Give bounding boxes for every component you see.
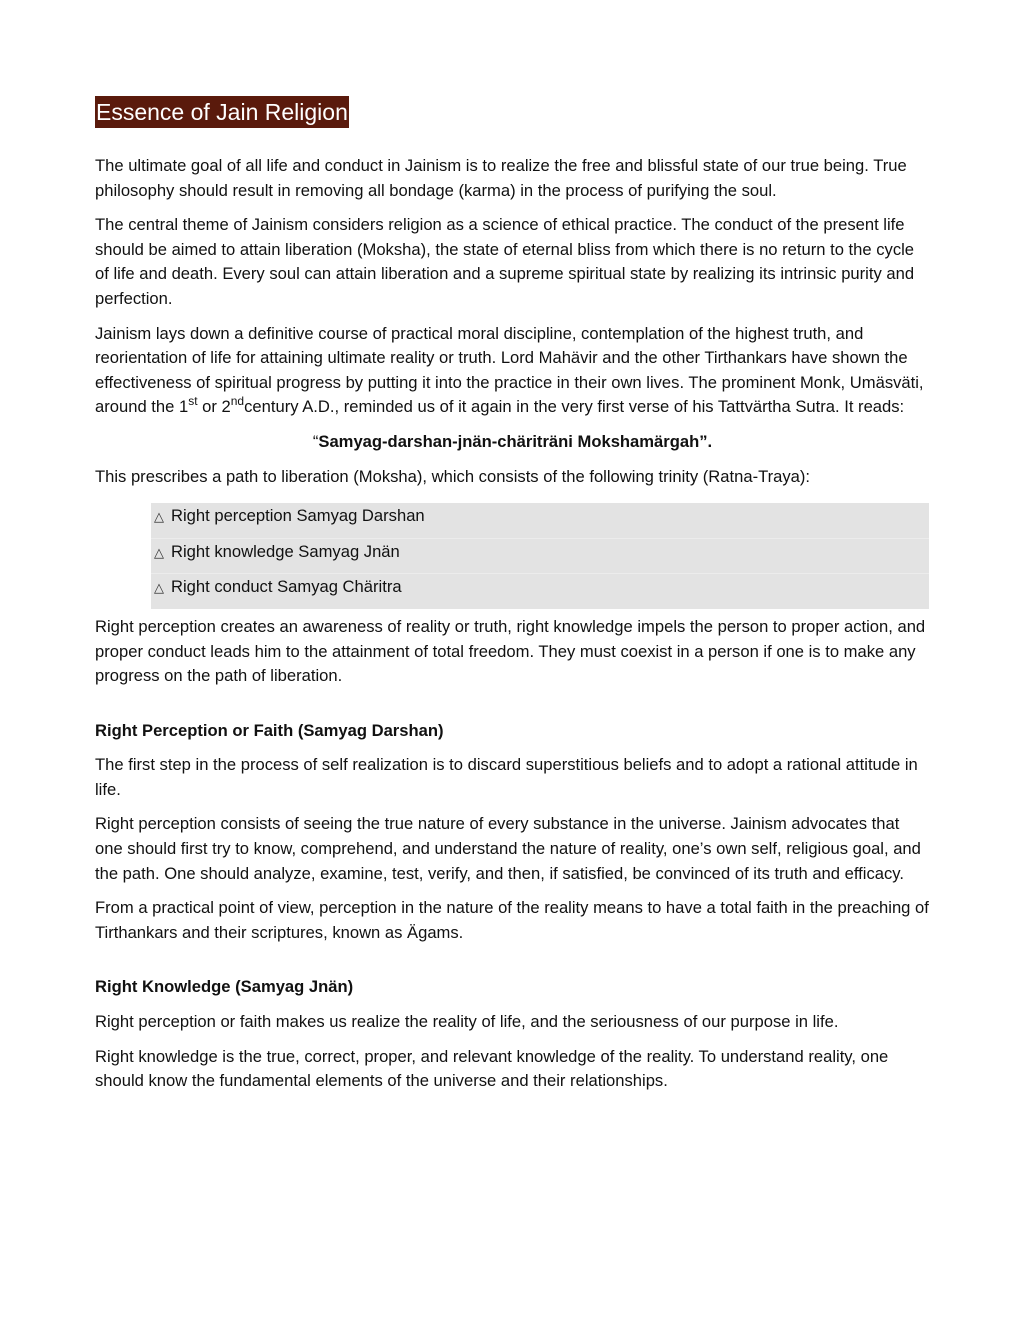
list-item (151, 503, 929, 538)
list-item-label: Right perception Samyag Darshan (171, 506, 425, 526)
trinity-intro-paragraph: This prescribes a path to liberation (Moksha), which consists of the following trinity (Ratna-Traya): (95, 466, 811, 486)
trinity-list (151, 503, 929, 609)
discipline-text-b: or 2 (197, 397, 231, 417)
document-content (95, 96, 930, 1104)
list-item (151, 538, 929, 574)
quote-text: Samyag-darshan-jnän-chäriträni Mokshamärgah”. (318, 431, 713, 451)
discipline-text-a: Jainism lays down a definitive course of practical moral discipline, contemplation of the highest truth, and reorientation of life for attaining ultimate reality or truth. Lord Mahävir and the other Tirthankars have shown the effectiveness of spiritual progress by putting it into the practice in their own lives. The prominent Monk, Umäsväti, around the 1 (95, 323, 924, 417)
section-heading-right-knowledge: Right Knowledge (Samyag Jnän) (95, 977, 354, 997)
perception-paragraph-2: Right perception consists of seeing the true nature of every substance in the universe. Jainism advocates that one should first try to know, comprehend, and understand the nature of reality, one’s own self, religious goal, and the path. One should analyze, examine, test, verify, and then, if satisfied, be convinced of its truth and efficacy. (95, 814, 921, 883)
superscript-st: st (188, 394, 198, 409)
page-title: Essence of Jain Religion (95, 96, 349, 128)
knowledge-paragraph-1: Right perception or faith makes us realize the reality of life, and the seriousness of our purpose in life. (95, 1012, 839, 1032)
triangle-bullet-icon: △ (154, 580, 164, 596)
section-heading-right-perception: Right Perception or Faith (Samyag Darshan) (95, 720, 444, 740)
quote-open-mark: “ (312, 431, 319, 451)
superscript-nd: nd (230, 394, 245, 409)
perception-paragraph-3: From a practical point of view, perception in the nature of the reality means to have a total faith in the preaching of Tirthankars and their scriptures, known as Ägams. (95, 898, 929, 942)
list-item (151, 573, 929, 609)
intro-paragraph: The ultimate goal of all life and conduct in Jainism is to realize the free and blissful state of our true being. True philosophy should result in removing all bondage (karma) in the process of purifying the soul. (95, 156, 907, 200)
discipline-text-c: century A.D., reminded us of it again in the very first verse of his Tattvärtha Sutra. It reads: (244, 397, 905, 417)
list-item-label: Right knowledge Samyag Jnän (171, 541, 400, 561)
discipline-paragraph (95, 322, 930, 420)
coexist-paragraph: Right perception creates an awareness of reality or truth, right knowledge impels the person to proper action, and proper conduct leads him to the attainment of total freedom. They must coexist in a person if one is to make any progress on the path of liberation. (95, 616, 926, 686)
triangle-bullet-icon: △ (154, 544, 164, 560)
list-item-label: Right conduct Samyag Chäritra (171, 577, 402, 597)
perception-paragraph-1: The first step in the process of self realization is to discard superstitious beliefs and to adopt a rational attitude in life. (95, 755, 918, 799)
triangle-bullet-icon: △ (154, 509, 164, 525)
knowledge-paragraph-2: Right knowledge is the true, correct, proper, and relevant knowledge of the reality. To understand reality, one should know the fundamental elements of the universe and their relationships. (95, 1046, 889, 1091)
sutra-quote (95, 430, 930, 455)
central-theme-paragraph: The central theme of Jainism considers religion as a science of ethical practice. The conduct of the present life should be aimed to attain liberation (Moksha), the state of eternal bliss from which there is no return to the cycle of life and death. Every soul can attain liberation and a supreme spiritual state by realizing its intrinsic purity and perfection. (95, 215, 915, 308)
